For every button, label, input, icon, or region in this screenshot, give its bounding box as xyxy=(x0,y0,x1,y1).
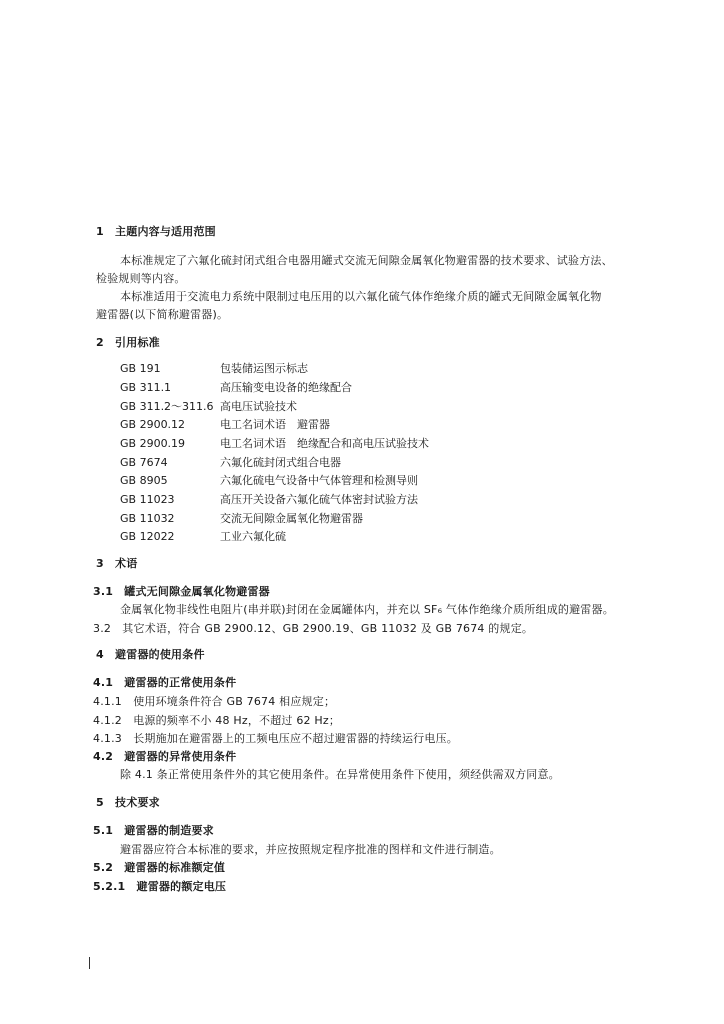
reference-code: GB 11023 xyxy=(120,493,175,506)
reference-title: 电工名词术语 避雷器 xyxy=(220,418,330,431)
clause-4-1-heading: 4.1 避雷器的正常使用条件 xyxy=(93,676,237,689)
reference-title: 包装储运图示标志 xyxy=(220,362,308,375)
reference-title: 高压开关设备六氟化硫气体密封试验方法 xyxy=(220,493,418,506)
reference-title: 交流无间隙金属氧化物避雷器 xyxy=(220,512,363,525)
section-5-heading: 5 技术要求 xyxy=(96,796,160,809)
reference-code: GB 11032 xyxy=(120,512,175,525)
clause-3-2: 3.2 其它术语，符合 GB 2900.12、GB 2900.19、GB 11032 及 GB 7674 的规定。 xyxy=(93,622,534,635)
section-1-paragraph-1-line-2: 检验规则等内容。 xyxy=(96,272,186,285)
reference-code: GB 311.1 xyxy=(120,381,172,394)
clause-4-1-2: 4.1.2 电源的频率不小 48 Hz，不超过 62 Hz； xyxy=(93,714,341,727)
reference-title: 电工名词术语 绝缘配合和高电压试验技术 xyxy=(220,437,429,450)
reference-code: GB 191 xyxy=(120,362,161,375)
reference-title: 工业六氟化硫 xyxy=(220,530,286,543)
section-1-paragraph-1-line-1: 本标准规定了六氟化硫封闭式组合电器用罐式交流无间隙金属氧化物避雷器的技术要求、试验方法、 xyxy=(120,254,613,267)
reference-title: 高压输变电设备的绝缘配合 xyxy=(220,381,352,394)
section-4-heading: 4 避雷器的使用条件 xyxy=(96,648,205,661)
clause-5-1-body: 避雷器应符合本标准的要求，并应按照规定程序批准的图样和文件进行制造。 xyxy=(120,843,501,856)
reference-code: GB 311.2～311.6 xyxy=(120,400,214,413)
reference-title: 六氟化硫封闭式组合电器 xyxy=(220,456,341,469)
reference-code: GB 7674 xyxy=(120,456,168,469)
clause-4-2-body: 除 4.1 条正常使用条件外的其它使用条件。在异常使用条件下使用，须经供需双方同意。 xyxy=(120,768,560,781)
reference-title: 六氟化硫电气设备中气体管理和检测导则 xyxy=(220,474,418,487)
clause-5-2-1-heading: 5.2.1 避雷器的额定电压 xyxy=(93,880,227,893)
section-2-heading: 2 引用标准 xyxy=(96,336,160,349)
section-3-heading: 3 术语 xyxy=(96,557,138,570)
clause-4-2-heading: 4.2 避雷器的异常使用条件 xyxy=(93,750,237,763)
clause-3-1-heading: 3.1 罐式无间隙金属氧化物避雷器 xyxy=(93,585,270,598)
section-1-paragraph-2-line-2: 避雷器(以下简称避雷器)。 xyxy=(96,308,229,321)
margin-mark xyxy=(89,957,90,969)
reference-code: GB 8905 xyxy=(120,474,168,487)
clause-5-2-heading: 5.2 避雷器的标准额定值 xyxy=(93,861,226,874)
section-1-heading: 1 主题内容与适用范围 xyxy=(96,225,216,238)
clause-4-1-1: 4.1.1 使用环境条件符合 GB 7674 相应规定； xyxy=(93,695,336,708)
reference-code: GB 2900.19 xyxy=(120,437,186,450)
clause-4-1-3: 4.1.3 长期施加在避雷器上的工频电压应不超过避雷器的持续运行电压。 xyxy=(93,732,458,745)
clause-5-1-heading: 5.1 避雷器的制造要求 xyxy=(93,824,214,837)
reference-code: GB 12022 xyxy=(120,530,175,543)
clause-3-1-body: 金属氧化物非线性电阻片(串并联)封闭在金属罐体内，并充以 SF₆ 气体作绝缘介质所组成的避雷器。 xyxy=(120,603,614,616)
reference-title: 高电压试验技术 xyxy=(220,400,297,413)
reference-code: GB 2900.12 xyxy=(120,418,186,431)
section-1-paragraph-2-line-1: 本标准适用于交流电力系统中限制过电压用的以六氟化硫气体作绝缘介质的罐式无间隙金属氧化物 xyxy=(120,290,602,303)
